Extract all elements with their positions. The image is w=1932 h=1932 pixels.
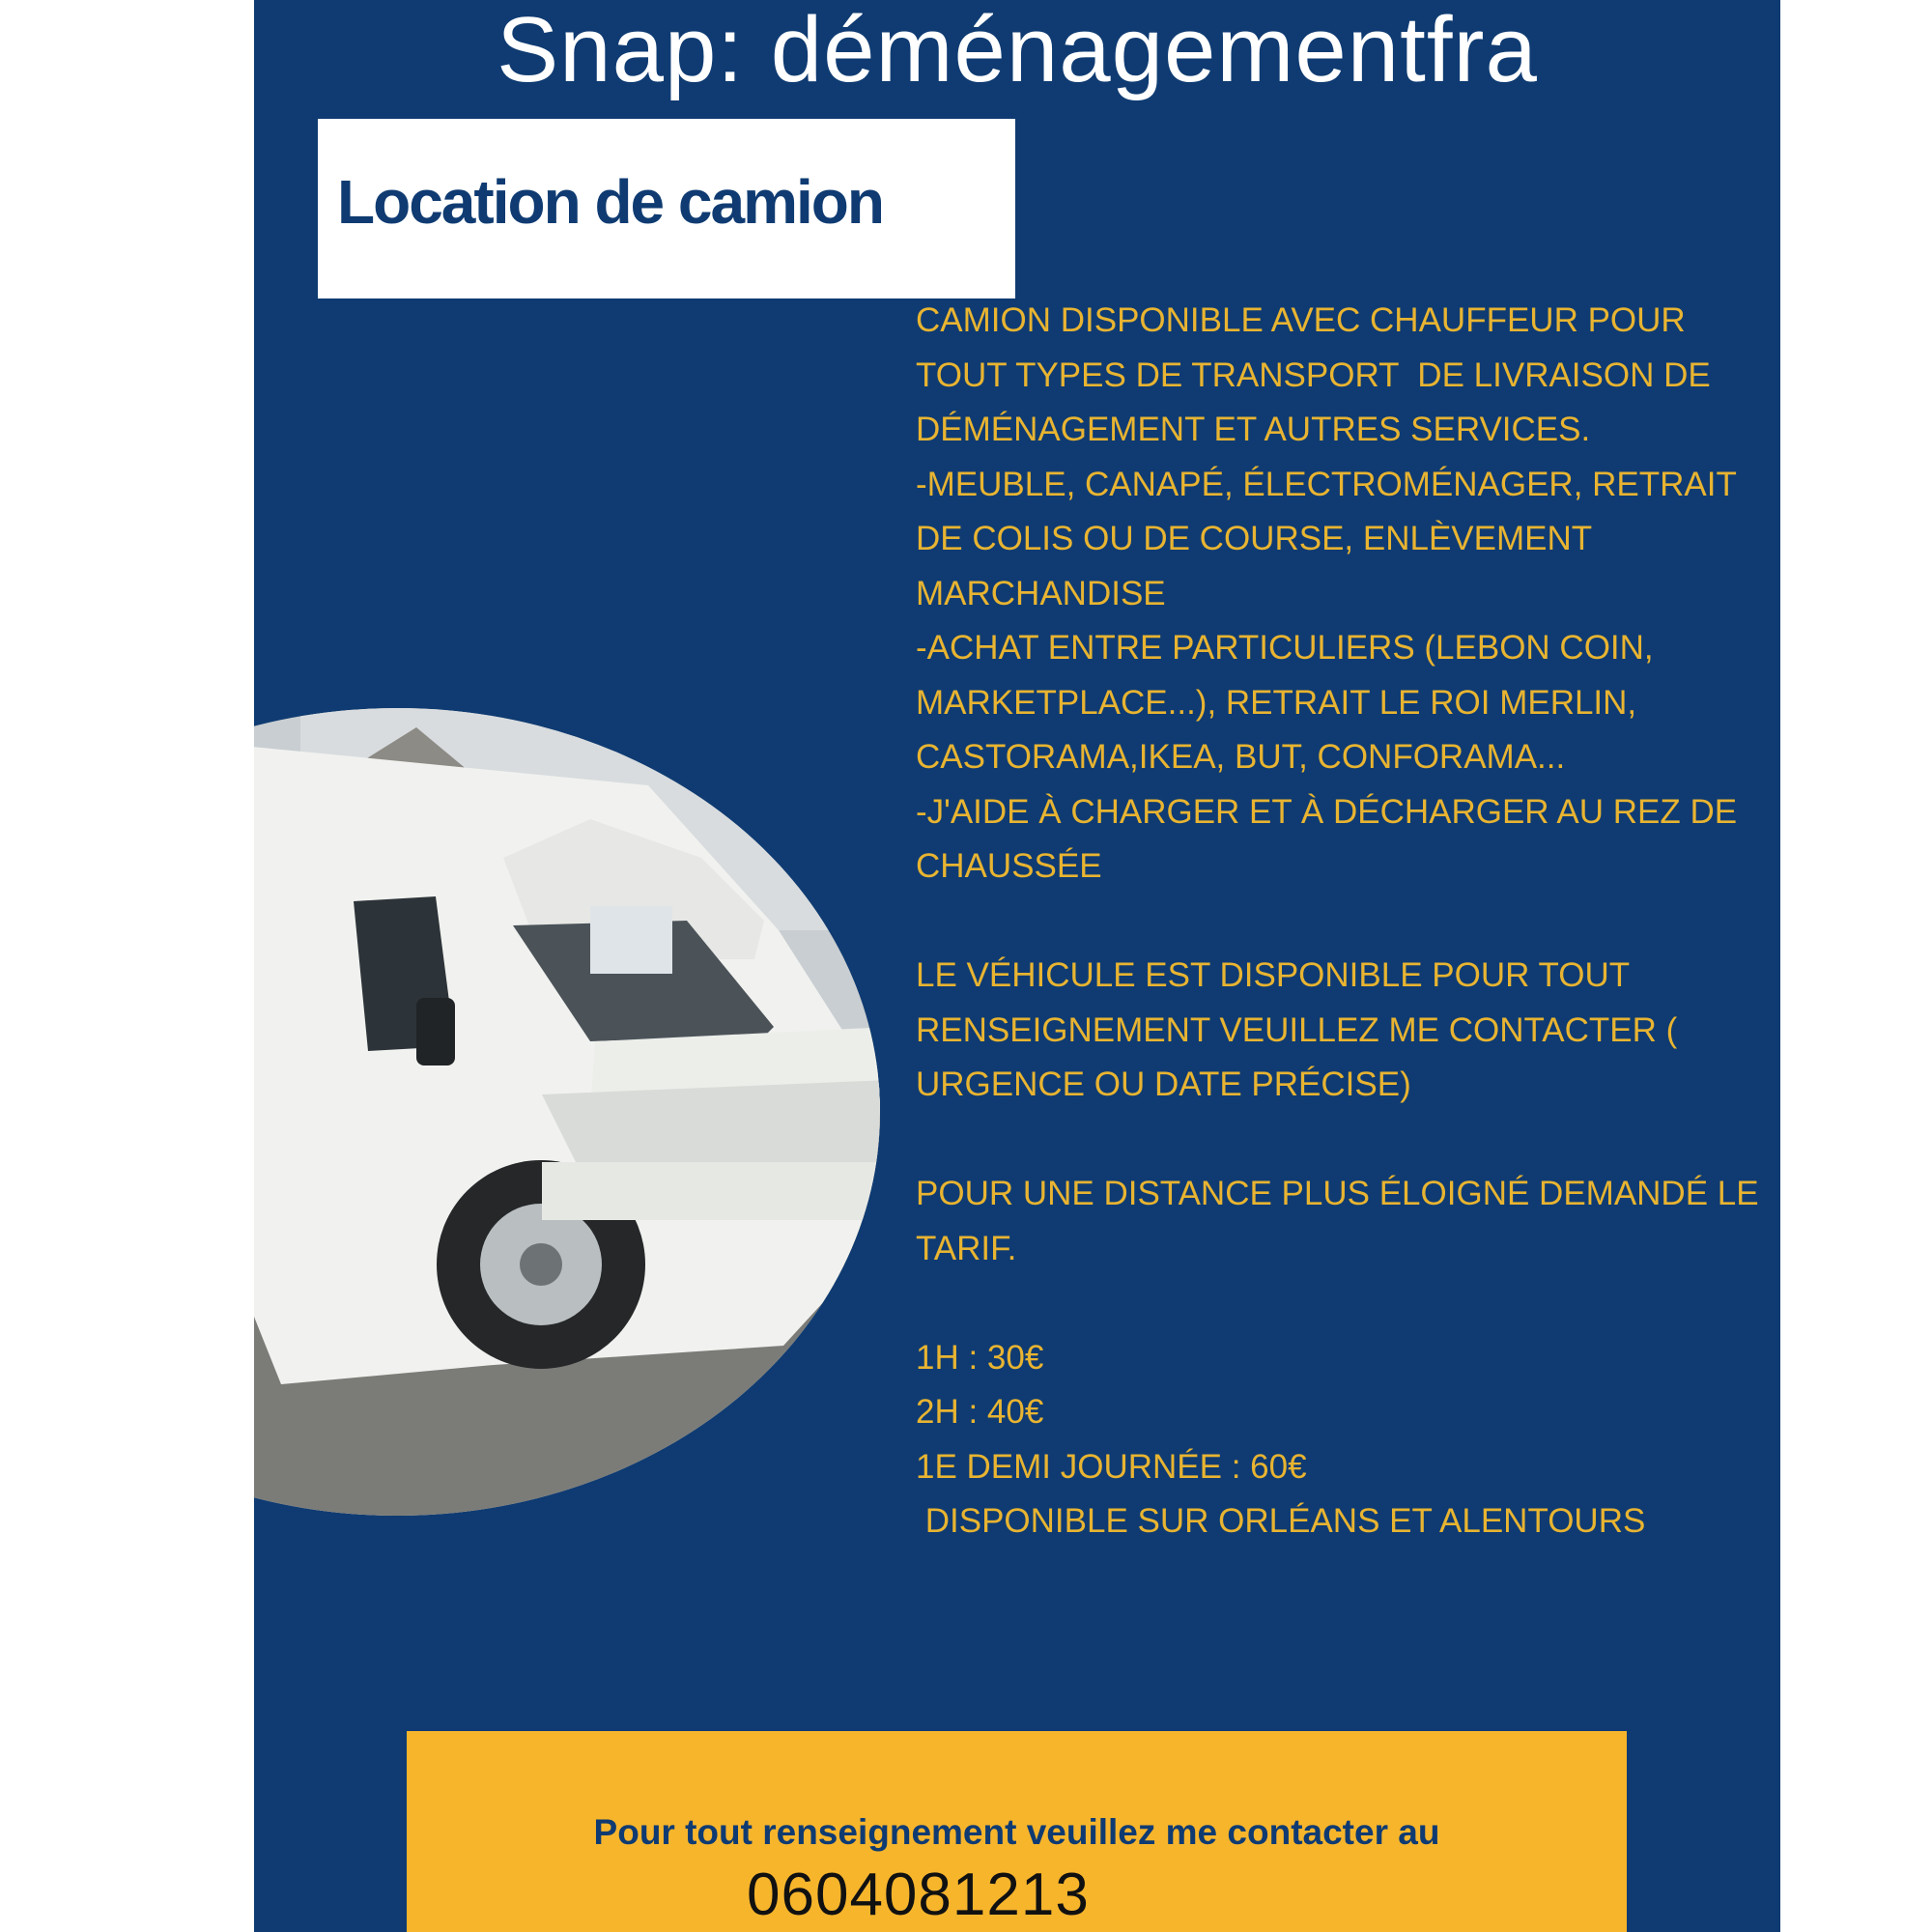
- contact-text: Pour tout renseignement veuillez me contacter au: [593, 1812, 1440, 1852]
- detail-line: CHAUSSÉE: [916, 847, 1102, 885]
- detail-spacer: [916, 1113, 1766, 1168]
- title-box: [318, 119, 1015, 298]
- contact-footer: [407, 1731, 1627, 1932]
- detail-line: MARCHANDISE: [916, 574, 1166, 612]
- detail-line: -J'AIDE À CHARGER ET À DÉCHARGER AU REZ DE: [916, 792, 1738, 831]
- snap-handle: Snap: déménagementfra: [497, 0, 1538, 101]
- detail-spacer: [916, 1276, 1766, 1331]
- detail-line: CAMION DISPONIBLE AVEC CHAUFFEUR POUR: [916, 301, 1686, 339]
- availability-line: DISPONIBLE SUR ORLÉANS ET ALENTOURS: [916, 1502, 1646, 1540]
- detail-line: TARIF.: [916, 1229, 1017, 1267]
- service-details: [916, 294, 1766, 1549]
- detail-line: CASTORAMA,IKEA, BUT, CONFORAMA...: [916, 738, 1566, 776]
- detail-line: MARKETPLACE...), RETRAIT LE ROI MERLIN,: [916, 683, 1637, 722]
- page-title: Location de camion: [337, 167, 883, 237]
- detail-line: POUR UNE DISTANCE PLUS ÉLOIGNÉ DEMANDÉ LE: [916, 1175, 1759, 1212]
- price-line: 1E DEMI JOURNÉE : 60€: [916, 1447, 1307, 1486]
- detail-line: DE COLIS OU DE COURSE, ENLÈVEMENT: [916, 520, 1593, 557]
- van-photo: [254, 708, 880, 1516]
- detail-line: LE VÉHICULE EST DISPONIBLE POUR TOUT: [916, 956, 1631, 994]
- detail-line: -ACHAT ENTRE PARTICULIERS (LEBON COIN,: [916, 629, 1654, 667]
- detail-spacer: [916, 895, 1766, 950]
- detail-line: -MEUBLE, CANAPÉ, ÉLECTROMÉNAGER, RETRAIT: [916, 465, 1737, 503]
- phone-number: 0604081213: [747, 1861, 1090, 1928]
- price-line: 1H : 30€: [916, 1338, 1044, 1377]
- detail-line: TOUT TYPES DE TRANSPORT DE LIVRAISON DE: [916, 355, 1711, 394]
- detail-line: DÉMÉNAGEMENT ET AUTRES SERVICES.: [916, 411, 1591, 448]
- detail-line: RENSEIGNEMENT VEUILLEZ ME CONTACTER (: [916, 1010, 1678, 1049]
- price-line: 2H : 40€: [916, 1393, 1044, 1431]
- flyer: [254, 0, 1780, 1932]
- detail-line: URGENCE OU DATE PRÉCISE): [916, 1065, 1411, 1103]
